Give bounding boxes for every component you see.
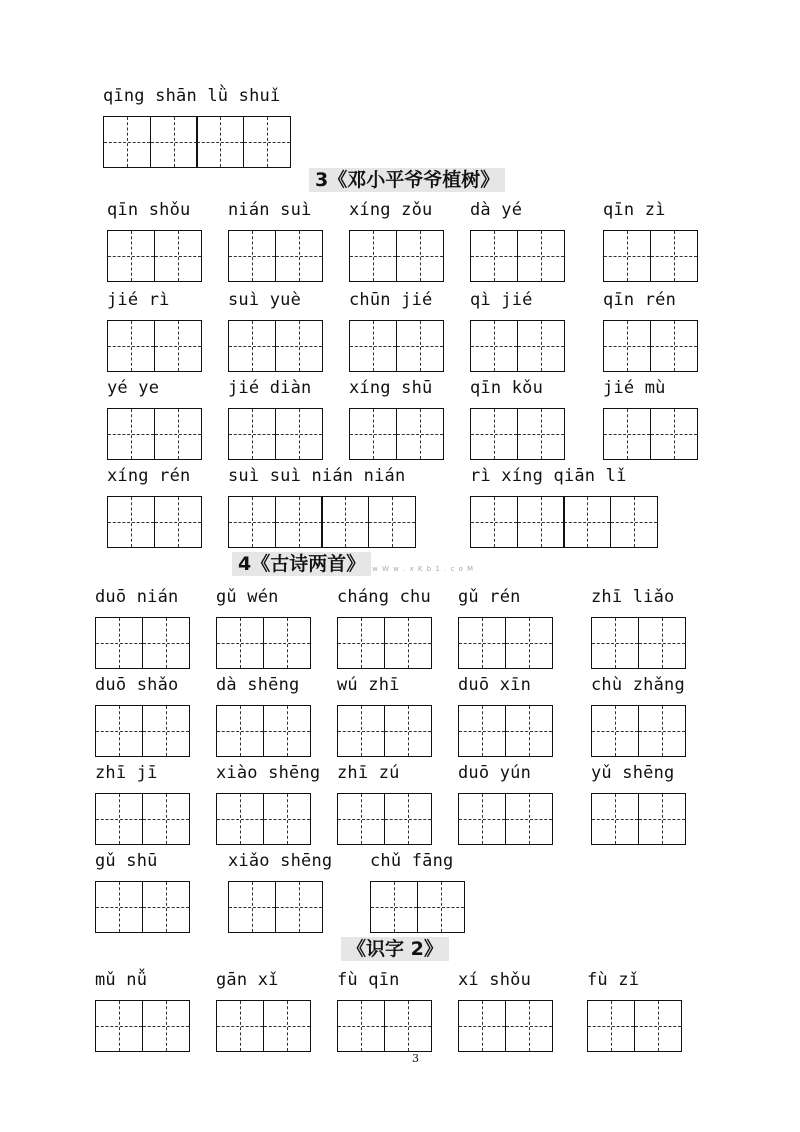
character-box[interactable]	[228, 408, 276, 460]
character-box[interactable]	[368, 496, 416, 548]
character-box[interactable]	[142, 617, 190, 669]
character-box[interactable]	[650, 230, 698, 282]
character-box[interactable]	[517, 408, 565, 460]
section-heading-lesson-4: 4《古诗两首》	[232, 552, 371, 576]
character-box[interactable]	[154, 408, 202, 460]
character-box[interactable]	[396, 408, 444, 460]
character-box[interactable]	[470, 320, 518, 372]
pinyin-label: xíng zǒu	[349, 200, 433, 220]
character-box[interactable]	[228, 881, 276, 933]
character-box[interactable]	[107, 320, 155, 372]
writing-grid	[349, 320, 444, 372]
character-box[interactable]	[591, 617, 639, 669]
character-box[interactable]	[349, 320, 397, 372]
writing-grid	[95, 705, 190, 757]
character-box[interactable]	[228, 496, 276, 548]
writing-grid	[349, 408, 444, 460]
writing-grid	[470, 408, 565, 460]
pinyin-label: nián suì	[228, 200, 312, 220]
pinyin-label: suì yuè	[228, 290, 302, 310]
pinyin-label: gǔ wén	[216, 587, 279, 607]
writing-grid	[470, 320, 565, 372]
pinyin-label: xíng rén	[107, 466, 191, 486]
character-box[interactable]	[321, 496, 369, 548]
character-box[interactable]	[505, 617, 553, 669]
character-box[interactable]	[470, 408, 518, 460]
pinyin-label: mǔ nǚ	[95, 970, 148, 990]
pinyin-label: fù qīn	[337, 970, 400, 990]
writing-grid	[591, 705, 686, 757]
pinyin-label: duō xīn	[458, 675, 532, 695]
pinyin-label: wú zhī	[337, 675, 400, 695]
writing-grid	[107, 496, 202, 548]
character-box[interactable]	[103, 116, 151, 168]
character-box[interactable]	[417, 881, 465, 933]
pinyin-label: gǔ shū	[95, 851, 158, 871]
character-box[interactable]	[95, 881, 143, 933]
character-box[interactable]	[396, 320, 444, 372]
character-box[interactable]	[470, 496, 518, 548]
character-box[interactable]	[603, 408, 651, 460]
character-box[interactable]	[384, 1000, 432, 1052]
character-box[interactable]	[517, 230, 565, 282]
character-box[interactable]	[337, 705, 385, 757]
character-box[interactable]	[638, 617, 686, 669]
character-box[interactable]	[154, 320, 202, 372]
page-number: 3	[412, 1052, 419, 1065]
writing-grid	[458, 617, 553, 669]
character-box[interactable]	[275, 408, 323, 460]
pinyin-label: qīn rén	[603, 290, 677, 310]
character-box[interactable]	[349, 408, 397, 460]
pinyin-label: zhī jī	[95, 763, 158, 783]
writing-grid	[228, 496, 416, 548]
pinyin-label: yǔ shēng	[591, 763, 675, 783]
pinyin-label: qīn zì	[603, 200, 666, 220]
writing-grid	[337, 1000, 432, 1052]
character-box[interactable]	[505, 793, 553, 845]
character-box[interactable]	[634, 1000, 682, 1052]
character-box[interactable]	[95, 617, 143, 669]
character-box[interactable]	[228, 230, 276, 282]
character-box[interactable]	[275, 881, 323, 933]
character-box[interactable]	[275, 230, 323, 282]
character-box[interactable]	[458, 793, 506, 845]
character-box[interactable]	[505, 705, 553, 757]
writing-grid	[107, 408, 202, 460]
writing-grid	[107, 230, 202, 282]
character-box[interactable]	[587, 1000, 635, 1052]
writing-grid	[591, 793, 686, 845]
pinyin-label: suì suì nián nián	[228, 466, 406, 486]
character-box[interactable]	[396, 230, 444, 282]
writing-grid	[458, 705, 553, 757]
pinyin-label: cháng chu	[337, 587, 431, 607]
character-box[interactable]	[563, 496, 611, 548]
character-box[interactable]	[154, 230, 202, 282]
character-box[interactable]	[263, 617, 311, 669]
character-box[interactable]	[263, 1000, 311, 1052]
character-box[interactable]	[216, 705, 264, 757]
writing-grid	[95, 793, 190, 845]
pinyin-label: xí shǒu	[458, 970, 532, 990]
character-box[interactable]	[142, 881, 190, 933]
pinyin-label: qì jié	[470, 290, 533, 310]
pinyin-label: dà shēng	[216, 675, 300, 695]
character-box[interactable]	[95, 793, 143, 845]
character-box[interactable]	[150, 116, 198, 168]
pinyin-label: zhī liǎo	[591, 587, 675, 607]
character-box[interactable]	[228, 320, 276, 372]
pinyin-label: duō nián	[95, 587, 179, 607]
writing-grid	[337, 617, 432, 669]
writing-grid	[216, 705, 311, 757]
character-box[interactable]	[591, 793, 639, 845]
writing-grid	[228, 320, 323, 372]
pinyin-label: fù zǐ	[587, 970, 640, 990]
character-box[interactable]	[517, 320, 565, 372]
character-box[interactable]	[154, 496, 202, 548]
writing-grid	[470, 230, 565, 282]
pinyin-label: gān xǐ	[216, 970, 279, 990]
character-box[interactable]	[470, 230, 518, 282]
character-box[interactable]	[603, 230, 651, 282]
character-box[interactable]	[243, 116, 291, 168]
writing-grid	[337, 705, 432, 757]
character-box[interactable]	[384, 793, 432, 845]
writing-grid	[228, 881, 323, 933]
character-box[interactable]	[107, 496, 155, 548]
character-box[interactable]	[95, 705, 143, 757]
writing-grid	[349, 230, 444, 282]
character-box[interactable]	[517, 496, 565, 548]
writing-grid	[591, 617, 686, 669]
pinyin-label: xiào shēng	[216, 763, 321, 783]
character-box[interactable]	[458, 617, 506, 669]
character-box[interactable]	[263, 793, 311, 845]
pinyin-label: qīn kǒu	[470, 378, 544, 398]
character-box[interactable]	[216, 1000, 264, 1052]
character-box[interactable]	[458, 1000, 506, 1052]
character-box[interactable]	[337, 1000, 385, 1052]
character-box[interactable]	[142, 1000, 190, 1052]
character-box[interactable]	[107, 230, 155, 282]
character-box[interactable]	[337, 793, 385, 845]
pinyin-label: qīng shān lǜ shuǐ	[103, 86, 281, 106]
character-box[interactable]	[142, 793, 190, 845]
character-box[interactable]	[603, 320, 651, 372]
pinyin-label: jié diàn	[228, 378, 312, 398]
pinyin-label: yé ye	[107, 378, 160, 398]
writing-grid	[370, 881, 465, 933]
character-box[interactable]	[458, 705, 506, 757]
character-box[interactable]	[263, 705, 311, 757]
writing-grid	[228, 230, 323, 282]
pinyin-label: rì xíng qiān lǐ	[470, 466, 627, 486]
pinyin-label: qīn shǒu	[107, 200, 191, 220]
writing-grid	[107, 320, 202, 372]
writing-grid	[216, 1000, 311, 1052]
pinyin-label: dà yé	[470, 200, 523, 220]
writing-grid	[216, 617, 311, 669]
writing-grid	[95, 881, 190, 933]
character-box[interactable]	[275, 496, 323, 548]
character-box[interactable]	[370, 881, 418, 933]
writing-grid	[470, 496, 658, 548]
pinyin-label: zhī zú	[337, 763, 400, 783]
character-box[interactable]	[216, 793, 264, 845]
pinyin-label: xíng shū	[349, 378, 433, 398]
writing-grid	[95, 617, 190, 669]
pinyin-label: gǔ rén	[458, 587, 521, 607]
pinyin-label: duō yún	[458, 763, 532, 783]
character-box[interactable]	[95, 1000, 143, 1052]
section-heading-literacy-2: 《识字 2》	[341, 937, 449, 961]
writing-grid	[216, 793, 311, 845]
character-box[interactable]	[638, 793, 686, 845]
writing-grid	[228, 408, 323, 460]
writing-grid	[458, 793, 553, 845]
character-box[interactable]	[196, 116, 244, 168]
writing-grid	[458, 1000, 553, 1052]
character-box[interactable]	[384, 617, 432, 669]
section-heading-lesson-3: 3《邓小平爷爷植树》	[309, 168, 505, 192]
pinyin-label: duō shǎo	[95, 675, 179, 695]
character-box[interactable]	[275, 320, 323, 372]
character-box[interactable]	[505, 1000, 553, 1052]
character-box[interactable]	[650, 320, 698, 372]
character-box[interactable]	[638, 705, 686, 757]
writing-grid	[95, 1000, 190, 1052]
pinyin-label: chūn jié	[349, 290, 433, 310]
character-box[interactable]	[610, 496, 658, 548]
writing-grid	[603, 230, 698, 282]
watermark-text: w W w . x K b 1 . c o M	[372, 565, 475, 573]
pinyin-label: chù zhǎng	[591, 675, 685, 695]
character-box[interactable]	[216, 617, 264, 669]
character-box[interactable]	[650, 408, 698, 460]
character-box[interactable]	[107, 408, 155, 460]
writing-grid	[603, 408, 698, 460]
character-box[interactable]	[349, 230, 397, 282]
writing-grid	[337, 793, 432, 845]
character-box[interactable]	[591, 705, 639, 757]
character-box[interactable]	[142, 705, 190, 757]
pinyin-label: chǔ fāng	[370, 851, 454, 871]
writing-grid	[587, 1000, 682, 1052]
pinyin-label: xiǎo shēng	[228, 851, 333, 871]
writing-grid	[603, 320, 698, 372]
writing-grid	[103, 116, 291, 168]
character-box[interactable]	[337, 617, 385, 669]
pinyin-label: jié rì	[107, 290, 170, 310]
pinyin-label: jié mù	[603, 378, 666, 398]
character-box[interactable]	[384, 705, 432, 757]
